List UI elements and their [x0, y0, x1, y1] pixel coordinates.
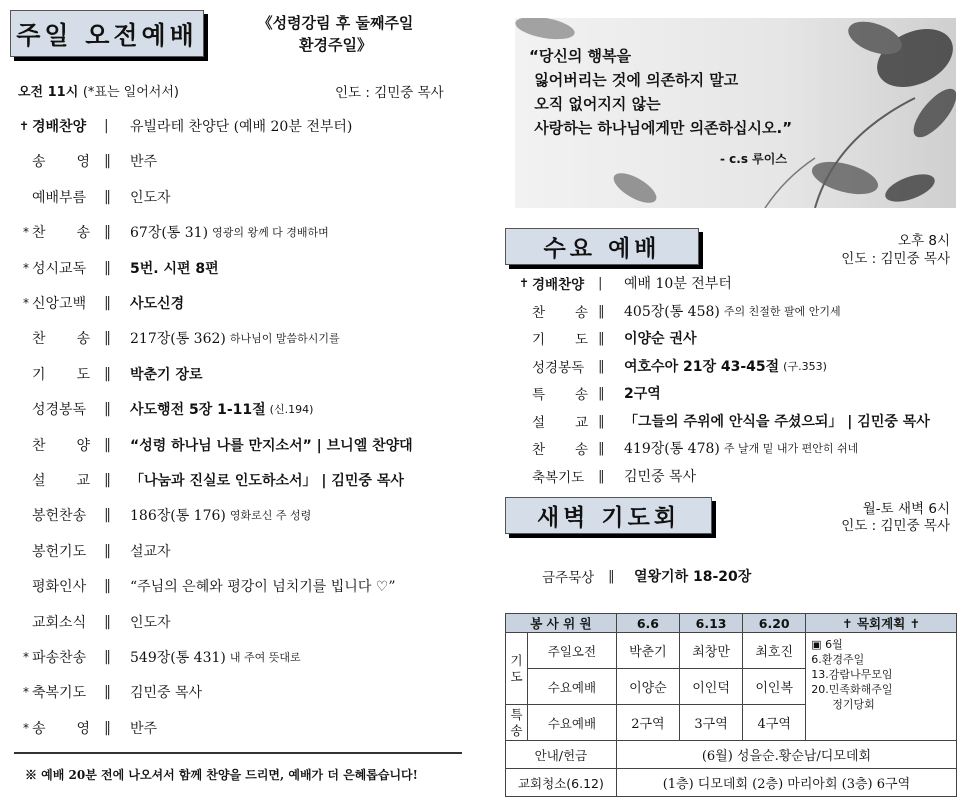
cleaning-value: (1층) 디모데회 (2층) 마리아회 (3층) 6구역 — [616, 769, 956, 797]
row-separator: ‖ — [104, 259, 111, 276]
row-separator: ‖ — [598, 385, 605, 401]
plan-item: 13.감람나무모임 — [811, 668, 893, 681]
row-content: 설교자 — [130, 543, 171, 560]
order-row — [10, 222, 329, 242]
schedule-row-label: 수요예배 — [528, 669, 617, 705]
row-content: 549장(통 431) — [130, 650, 226, 666]
order-row — [510, 466, 696, 486]
row-name: 성시교독 — [32, 260, 87, 277]
order-row — [10, 399, 313, 419]
row-separator: ‖ — [104, 153, 111, 170]
row-name-char: 찬 — [32, 225, 46, 242]
row-content: 열왕기하 18-20장 — [634, 569, 752, 585]
row-name — [532, 383, 588, 403]
row-separator: ‖ — [598, 357, 605, 374]
row-name: 파송찬송 — [32, 650, 87, 666]
order-row — [10, 116, 352, 136]
order-row — [10, 647, 301, 667]
dawn-time-block — [841, 501, 950, 535]
row-content: 67장(통 31) — [130, 225, 209, 242]
order-row — [10, 541, 171, 561]
order-row — [510, 273, 732, 293]
order-row — [10, 151, 157, 171]
row-content: 여호수아 21장 43-45절 — [624, 358, 780, 375]
row-content: 「그들의 주위에 안식을 주셨으되」 | 김민중 목사 — [624, 413, 930, 430]
row-name: 축복기도 — [32, 685, 87, 702]
order-row — [10, 612, 171, 632]
row-separator: ‖ — [598, 330, 605, 346]
row-name: 경배찬양 — [532, 277, 585, 293]
row-name — [32, 364, 90, 384]
row-name — [32, 470, 90, 490]
row-name-char: 양 — [76, 437, 90, 454]
row-separator: ‖ — [104, 401, 111, 418]
row-separator: ‖ — [104, 365, 111, 382]
schedule-date: 6.13 — [679, 614, 742, 633]
row-separator: ‖ — [104, 188, 111, 205]
quote-author: - c.s 루이스 — [720, 152, 787, 166]
divider-line — [14, 752, 462, 754]
service-schedule-table — [505, 613, 957, 797]
row-content: 217장(통 362) — [130, 331, 226, 348]
row-separator: ‖ — [104, 507, 111, 524]
row-separator: ‖ — [104, 436, 111, 453]
row-marker: * — [23, 720, 29, 735]
row-content: 419장(통 478) — [624, 441, 720, 457]
order-row — [10, 435, 413, 455]
row-name — [532, 301, 588, 321]
row-name-char: 찬 — [32, 331, 46, 348]
row-name-char: 도 — [574, 332, 588, 348]
row-content: “주님의 은혜와 평강이 넘치기를 빕니다 ♡” — [130, 579, 396, 596]
wednesday-leader: 인도 : 김민중 목사 — [841, 251, 950, 267]
row-name: 예배부름 — [32, 189, 87, 206]
quote-text: “당신의 행복을 잃어버리는 것에 의존하지 말고 오직 없어지지 않는 사랑하는 하나님에게만 의존하십시오.” — [529, 47, 793, 137]
label-line: 송 — [510, 722, 523, 738]
row-note: 영화로신 주 성령 — [229, 509, 312, 523]
row-content: 2구역 — [624, 386, 661, 402]
label-line: 기 — [510, 652, 523, 668]
row-name-char: 교 — [76, 473, 90, 489]
schedule-cell: 최호진 — [743, 633, 806, 669]
order-row — [10, 718, 157, 738]
order-row — [510, 383, 661, 403]
schedule-cell: 이인덕 — [679, 669, 742, 705]
special-song-group-label — [506, 705, 528, 741]
row-name-char: 송 — [32, 720, 46, 737]
row-note: (구.353) — [783, 359, 827, 373]
occasion-line1: 《성령강림 후 둘째주일 — [257, 14, 414, 32]
row-name-char: 송 — [76, 225, 90, 242]
service-time-value: 오전 11시 — [18, 85, 79, 100]
row-name-char: 찬 — [532, 304, 546, 321]
pastoral-plan-header: ✝ 목회계획 ✝ — [806, 614, 957, 633]
row-content: 유빌라테 찬양단 (예배 20분 전부터) — [130, 119, 353, 135]
row-separator: ‖ — [104, 330, 111, 347]
schedule-cell: 4구역 — [743, 705, 806, 741]
row-name: 금주묵상 — [542, 570, 595, 586]
order-row — [10, 258, 219, 278]
row-separator: ‖ — [104, 472, 111, 488]
row-name — [532, 411, 588, 431]
schedule-cell: 이인복 — [743, 669, 806, 705]
row-name-char: 찬 — [32, 437, 46, 454]
prayer-group-label — [506, 633, 528, 705]
service-time — [18, 81, 179, 100]
schedule-date: 6.20 — [743, 614, 806, 633]
order-row — [10, 470, 404, 490]
guide-offering-label: 안내/헌금 — [506, 741, 617, 769]
row-name-char: 송 — [574, 442, 588, 458]
order-row — [10, 505, 311, 525]
row-content: 이양순 권사 — [624, 331, 697, 347]
row-name-char: 설 — [532, 414, 546, 431]
row-separator: ‖ — [598, 412, 605, 429]
plan-item: ▣ 6월 — [811, 638, 843, 651]
row-note: (신.194) — [269, 403, 314, 417]
occasion-line2: 환경주일》 — [299, 36, 372, 54]
row-content: 사도행전 5장 1-11절 — [130, 402, 266, 419]
plan-item: 정기당회 — [811, 698, 875, 711]
order-row — [10, 364, 203, 384]
row-content: 인도자 — [130, 614, 171, 631]
row-name: 평화인사 — [32, 579, 87, 596]
row-name-char: 영 — [76, 154, 90, 171]
row-marker: * — [23, 296, 29, 310]
plan-item: 20.민족화해주일 — [811, 683, 893, 696]
row-separator: ‖ — [104, 224, 111, 241]
row-name-char: 기 — [532, 332, 546, 348]
row-note: 영광의 왕께 다 경배하며 — [212, 226, 329, 240]
row-content: 인도자 — [130, 189, 171, 206]
row-name: 봉헌찬송 — [32, 508, 87, 525]
row-content: 예배 10분 전부터 — [624, 276, 732, 292]
row-content: 반주 — [130, 720, 158, 737]
row-name — [32, 718, 90, 738]
pastoral-plan-list — [806, 633, 957, 741]
order-row — [10, 187, 171, 207]
row-content: 박춘기 장로 — [130, 366, 203, 383]
schedule-cell: 최창만 — [679, 633, 742, 669]
order-row — [10, 328, 340, 348]
row-name — [32, 151, 90, 171]
cleaning-label: 교회청소(6.12) — [506, 769, 617, 797]
row-content: 5번. 시편 8편 — [130, 260, 219, 277]
row-marker: * — [23, 225, 29, 240]
row-name-char: 특 — [532, 387, 546, 403]
row-name: 신앙고백 — [32, 296, 87, 312]
schedule-cell: 2구역 — [616, 705, 679, 741]
plan-item: 6.환경주일 — [811, 653, 865, 666]
row-name-char: 교 — [574, 414, 588, 431]
service-time-note: (*표는 일어서서) — [82, 85, 179, 100]
schedule-row-label: 주일오전 — [528, 633, 617, 669]
row-content: 김민중 목사 — [130, 685, 203, 702]
order-row — [10, 576, 396, 596]
footer-note: ※ 예배 20분 전에 나오셔서 함께 찬양을 드리면, 예배가 더 은혜롭습니다! — [25, 768, 418, 782]
dawn-meditation-row — [510, 566, 751, 586]
dawn-time: 월-토 새벽 6시 — [862, 501, 950, 517]
row-note: 내 주여 뜻대로 — [229, 651, 301, 664]
sunday-leader: 인도 : 김민중 목사 — [335, 85, 444, 101]
row-separator: ‖ — [104, 295, 111, 311]
row-content: 김민중 목사 — [624, 468, 697, 485]
row-separator: | — [104, 118, 109, 134]
row-separator: ‖ — [104, 719, 111, 736]
row-separator: ‖ — [598, 467, 605, 484]
row-marker: ✝ — [18, 119, 29, 133]
schedule-header-label: 봉 사 위 원 — [506, 614, 617, 633]
row-name-char: 기 — [32, 366, 46, 383]
row-note: 주의 친절한 팔에 안기세 — [723, 304, 841, 318]
row-marker: ✝ — [518, 276, 529, 290]
row-content: 「나눔과 진실로 인도하소서」 | 김민중 목사 — [130, 473, 404, 489]
row-name: 성경봉독 — [532, 359, 585, 376]
order-row — [510, 356, 827, 376]
row-name-char: 설 — [32, 473, 46, 489]
row-separator: ‖ — [104, 649, 111, 665]
row-name: 성경봉독 — [32, 402, 87, 419]
row-content: 405장(통 458) — [624, 303, 720, 320]
schedule-date: 6.6 — [616, 614, 679, 633]
row-name-char: 영 — [76, 720, 90, 737]
row-separator: ‖ — [598, 440, 605, 456]
row-content: 반주 — [130, 154, 158, 171]
row-name: 경배찬양 — [32, 119, 87, 135]
row-content: 186장(통 176) — [130, 508, 226, 525]
row-marker: * — [23, 650, 29, 664]
wednesday-time: 오후 8시 — [897, 233, 950, 249]
quote-image — [515, 18, 956, 208]
row-marker: * — [23, 685, 29, 700]
row-separator: ‖ — [608, 568, 615, 584]
row-note: 하나님이 말씀하시기를 — [229, 332, 340, 346]
schedule-cell: 이양순 — [616, 669, 679, 705]
row-name-char: 도 — [76, 366, 90, 383]
order-row — [510, 411, 930, 431]
row-name-char: 송 — [32, 154, 46, 171]
wednesday-service-title: 수요 예배 — [505, 228, 699, 265]
order-row — [510, 301, 841, 321]
order-row — [10, 682, 202, 702]
row-name — [32, 435, 90, 455]
label-line: 도 — [510, 668, 523, 684]
row-separator: ‖ — [104, 613, 111, 630]
guide-offering-value: (6월) 성을순.황순남/디모데회 — [616, 741, 956, 769]
order-row — [510, 328, 697, 348]
row-name-char: 송 — [76, 331, 90, 348]
row-content: “성령 하나님 나를 만지소서” | 브니엘 찬양대 — [130, 437, 413, 454]
sunday-service-title: 주일 오전예배 — [10, 10, 204, 57]
row-separator: ‖ — [104, 542, 111, 559]
schedule-cell: 박춘기 — [616, 633, 679, 669]
order-row — [10, 293, 184, 313]
row-name — [32, 328, 90, 348]
row-name: 축복기도 — [532, 469, 585, 486]
order-row — [510, 438, 858, 458]
row-name — [32, 222, 90, 242]
row-content: 사도신경 — [130, 296, 185, 312]
row-name: 교회소식 — [32, 614, 87, 631]
schedule-cell: 3구역 — [679, 705, 742, 741]
row-separator: ‖ — [598, 302, 605, 319]
row-name-char: 송 — [574, 387, 588, 403]
dawn-prayer-title: 새벽 기도회 — [505, 497, 712, 534]
label-line: 특 — [510, 706, 523, 722]
row-separator: ‖ — [104, 578, 111, 595]
row-name — [532, 438, 588, 458]
row-marker: * — [23, 260, 29, 275]
row-separator: ‖ — [104, 684, 111, 701]
row-name — [532, 328, 588, 348]
dawn-leader: 인도 : 김민중 목사 — [841, 518, 950, 534]
occasion-heading — [248, 12, 423, 56]
row-name-char: 찬 — [532, 442, 546, 458]
row-name: 봉헌기도 — [32, 543, 87, 560]
wednesday-time-block — [841, 232, 950, 268]
row-separator: | — [598, 275, 603, 291]
row-note: 주 날개 밑 내가 편안히 쉬네 — [723, 442, 859, 455]
schedule-row-label: 수요예배 — [528, 705, 617, 741]
row-name-char: 송 — [574, 304, 588, 321]
